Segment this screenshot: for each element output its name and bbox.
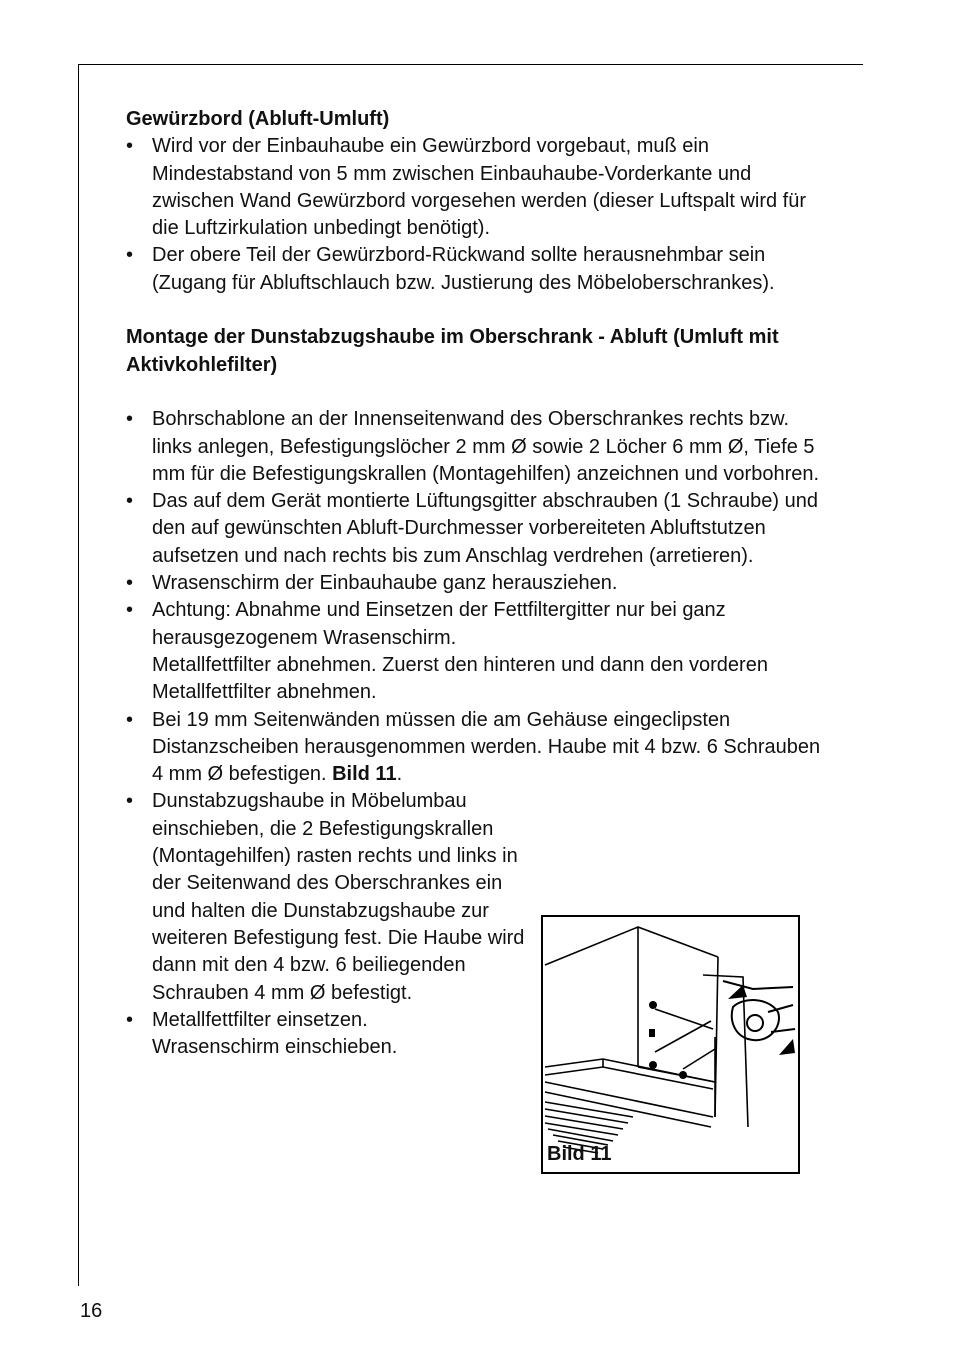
figure-caption: Bild 11 <box>547 1143 612 1165</box>
section-heading-installation: Montage der Dunstabzugshaube im Oberschrank - Abluft (Umluft mit Aktivkohlefilter) <box>126 326 779 376</box>
list-item: • Achtung: Abnahme und Einsetzen der Fettfiltergitter nur bei ganz herausgezogenem Wrasenschirm. Metallfettfilter abnehmen. Zuerst den hinteren und dann den vorderen Metallfettfilter abnehmen. <box>126 597 826 706</box>
frame-left-rule <box>78 64 79 1286</box>
section-heading-spice-shelf: Gewürzbord (Abluft-Umluft) <box>126 108 390 130</box>
spice-shelf-list <box>126 133 826 297</box>
bullet-point: • <box>126 135 134 158</box>
frame-top-rule <box>78 64 863 65</box>
bullet-point: • <box>126 490 134 513</box>
list-item: • Bohrschablone an der Innenseitenwand des Oberschrankes rechts bzw. links anlegen, Befestigungslöcher 2 mm Ø sowie 2 Löcher 6 mm Ø, Tiefe 5 mm für die Befestigungskrallen (Montagehilfen) anzeichnen und vorbohren. <box>126 408 820 485</box>
bullet-point: • <box>126 572 134 595</box>
list-item: • Das auf dem Gerät montierte Lüftungsgitter abschrauben (1 Schraube) und den auf gewünschten Abluft-Durchmesser vorbereiteten Abluftstutzen aufsetzen und nach rechts bis zum Anschlag verdrehen (arretieren). <box>126 490 818 567</box>
bullet-point: • <box>126 244 134 267</box>
list-item-continuation: Metallfettfilter abnehmen. Zuerst den hinteren und dann den vorderen Metallfettfilter abnehmen. <box>152 653 768 704</box>
page-number: 16 <box>80 1300 103 1322</box>
list-item: • Wrasenschirm der Einbauhaube ganz herausziehen. <box>126 570 826 597</box>
figure-reference: Bild 11 <box>332 763 397 786</box>
list-item: • Dunstabzugshaube in Möbelumbau einschieben, die 2 Befestigungskrallen (Montagehilfen) rasten rechts und links in der Seitenwand des Oberschrankes ein und halten die Dunstabzugshaube zur weiteren Befestigung fest. Die Haube wird dann mit den 4 bzw. 6 beiliegenden Schrauben 4 mm Ø befestigt. <box>126 790 525 1004</box>
bullet-point: • <box>126 1008 134 1031</box>
list-item: • Der obere Teil der Gewürzbord-Rückwand sollte herausnehmbar sein (Zugang für Abluftschlauch bzw. Justierung des Möbeloberschrankes). <box>126 244 775 294</box>
list-item: • Metallfettfilter einsetzen. Wrasenschirm einschieben. <box>126 1007 532 1062</box>
bullet-point: • <box>126 599 134 622</box>
hood-installation-illustration <box>543 917 798 1172</box>
bullet-point: • <box>126 708 134 731</box>
list-item: • Wird vor der Einbauhaube ein Gewürzbord vorgebaut, muß ein Mindestabstand von 5 mm zwischen Einbauhaube-Vorderkante und zwischen Wand Gewürzbord vorgesehen werden (dieser Luftspalt wird für die Luftzirkulation unbedingt benötigt). <box>126 135 807 240</box>
list-item: • Bei 19 mm Seitenwänden müssen die am Gehäuse eingeclipsten Distanzscheiben herausgenommen werden. Haube mit 4 bzw. 6 Schrauben 4 mm Ø befestigen. Bild 11. <box>126 708 821 786</box>
bullet-point: • <box>126 790 134 813</box>
list-item-continuation: Wrasenschirm einschieben. <box>152 1036 398 1059</box>
figure-bild-11 <box>541 915 800 1174</box>
bullet-point: • <box>126 408 134 431</box>
